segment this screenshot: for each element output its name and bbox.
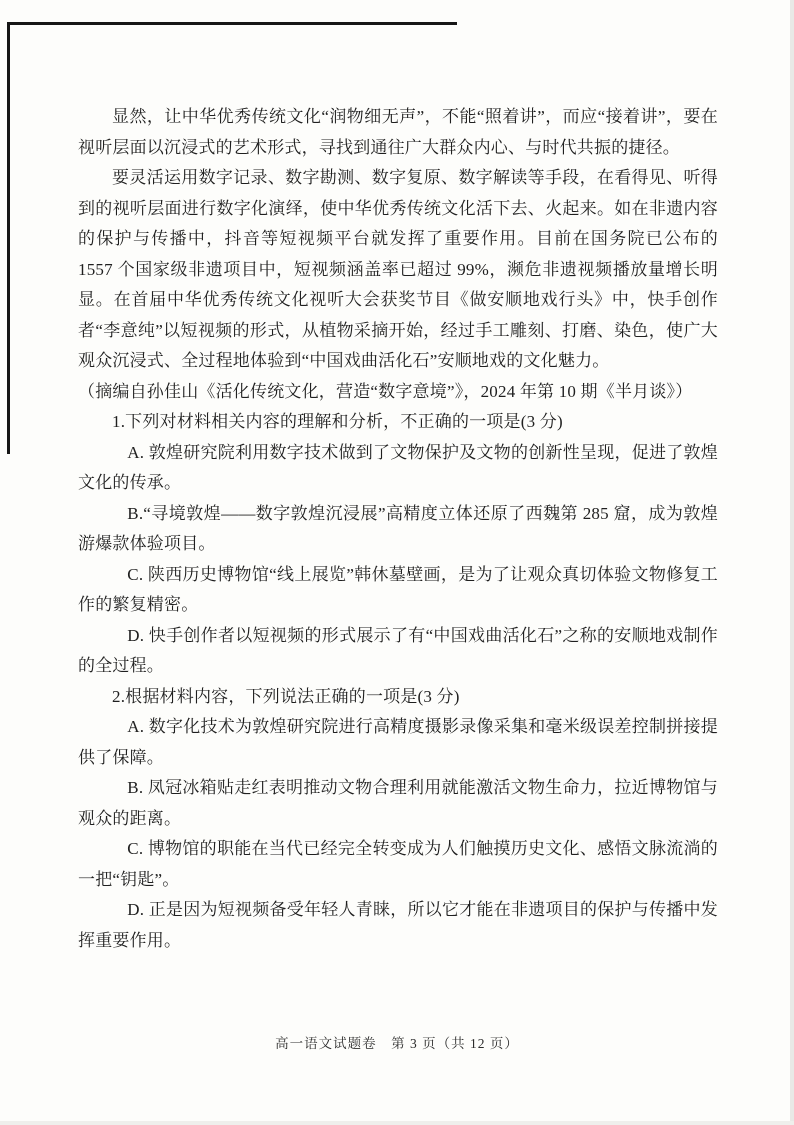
page-footer: 高一语文试题卷 第 3 页（共 12 页） [275, 1036, 519, 1051]
scan-shade-right [790, 0, 794, 1125]
source-attribution: （摘编自孙佳山《活化传统文化，营造“数字意境”》，2024 年第 10 期《半月谈》） [78, 381, 693, 401]
question-2-option-d: D. 正是因为短视频备受年轻人青睐，所以它才能在非遗项目的保护与传播中发挥重要作用。 [78, 900, 718, 950]
scan-edge-mark-left [7, 22, 10, 454]
body-paragraph-2: 要灵活运用数字记录、数字勘测、数字复原、数字解读等手段，在看得见、听得到的视听层面进行数字化演绎，使中华优秀传统文化活下去、火起来。如在非遗内容的保护与传播中，抖音等短视频平台就发挥了重要作用。目前在国务院已公布的 1557 个国家级非遗项目中，短视频涵盖率已超过 99%，濒危非遗视频播放量增长明显。在首届中华优秀传统文化视听大会获奖节目《做安顺地戏行头》中，快手创作者“李意纯”以短视频的形式，从植物采摘开始，经过手工雕刻、打磨、染色，使广大观众沉浸式、全过程地体验到“中国戏曲活化石”安顺地戏的文化魅力。 [78, 168, 718, 370]
question-2-option-b: B. 凤冠冰箱贴走红表明推动文物合理利用就能激活文物生命力，拉近博物馆与观众的距离。 [78, 778, 718, 828]
question-1-option-b: B.“寻境敦煌——数字敦煌沉浸展”高精度立体还原了西魏第 285 窟，成为敦煌游爆款体验项目。 [78, 503, 718, 553]
question-2-option-a: A. 数字化技术为敦煌研究院进行高精度摄影录像采集和毫米级误差控制拼接提供了保障。 [78, 717, 718, 767]
question-1-option-a: A. 敦煌研究院利用数字技术做到了文物保护及文物的创新性呈现，促进了敦煌文化的传承。 [78, 442, 718, 492]
body-paragraph-1: 显然，让中华优秀传统文化“润物细无声”，不能“照着讲”，而应“接着讲”，要在视听层面以沉浸式的艺术形式，寻找到通往广大群众内心、与时代共振的捷径。 [78, 107, 718, 157]
question-2-option-c: C. 博物馆的职能在当代已经完全转变成为人们触摸历史文化、感悟文脉流淌的一把“钥匙”。 [78, 839, 718, 889]
question-1-stem: 1.下列对材料相关内容的理解和分析，不正确的一项是(3 分) [112, 412, 563, 431]
scan-shade-bottom [0, 1121, 794, 1125]
question-2-stem: 2.根据材料内容，下列说法正确的一项是(3 分) [112, 686, 460, 706]
scan-edge-mark-top [9, 22, 457, 25]
page-content [78, 102, 718, 956]
question-1-option-d: D. 快手创作者以短视频的形式展示了有“中国戏曲活化石”之称的安顺地戏制作的全过程。 [78, 625, 718, 675]
question-1-option-c: C. 陕西历史博物馆“线上展览”韩休墓壁画，是为了让观众真切体验文物修复工作的繁复精密。 [78, 564, 718, 614]
